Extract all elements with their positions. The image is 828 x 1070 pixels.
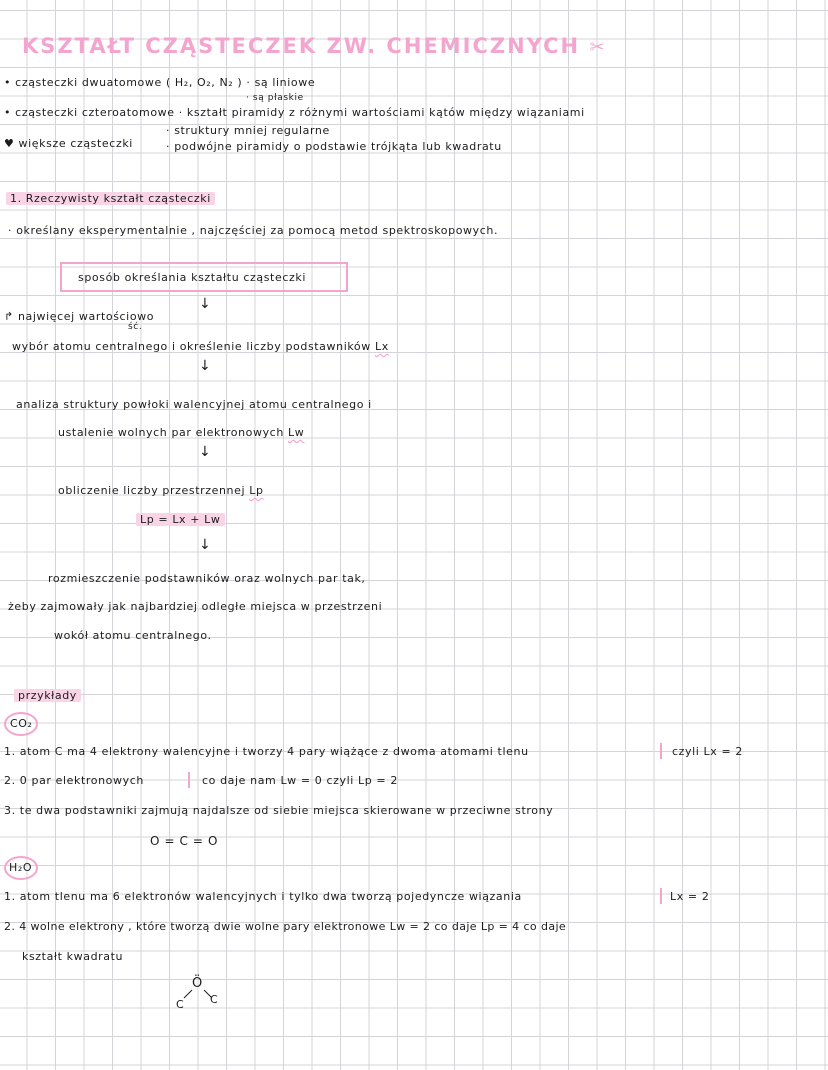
intro-line-3-label: ♥ większe cząsteczki (4, 137, 133, 150)
h2o-left-atom: C (176, 998, 185, 1011)
intro-line-1: • cząsteczki dwuatomowe ( H₂, O₂, N₂ ) · są liniowe (4, 76, 316, 89)
h2o-line-2: 2. 4 wolne elektrony , które tworzą dwie wolne pary elektronowe Lw = 2 co daje Lp = 4 co daje (4, 920, 567, 933)
intro-line-2: • cząsteczki czteroatomowe · kształt piramidy z różnymi wartościami kątów między wiązaniami (4, 106, 585, 119)
step-3: obliczenie liczby przestrzennej Lp (58, 484, 264, 497)
step-1a-sub: ść. (128, 322, 143, 332)
lw-symbol: Lw (288, 426, 305, 439)
co2-line-2b: co daje nam Lw = 0 czyli Lp = 2 (202, 774, 398, 787)
page-title: KSZTAŁT CZĄSTECZEK ZW. CHEMICZNYCH ✂ (22, 34, 607, 58)
h2o-center-atom: Ö (192, 976, 203, 991)
lp-symbol: Lp (249, 484, 264, 497)
step-2a: analiza struktury powłoki walencyjnej atomu centralnego i (16, 398, 372, 411)
step-2b: ustalenie wolnych par elektronowych Lw (58, 426, 305, 439)
arrow-down-icon: ↓ (199, 358, 211, 374)
co2-line-1: 1. atom C ma 4 elektrony walencyjne i tworzy 4 pary wiążące z dwoma atomami tlenu (4, 745, 529, 758)
formula: Lp = Lx + Lw (136, 513, 225, 526)
step-4c: wokół atomu centralnego. (54, 629, 212, 642)
co2-line-1-tail: czyli Lx = 2 (672, 745, 743, 758)
intro-line-3b: · podwójne piramidy o podstawie trójkąta lub kwadratu (166, 140, 502, 153)
h2o-line-1: 1. atom tlenu ma 6 elektronów walencyjnych i tylko dwa tworzą pojedyncze wiązania (4, 890, 522, 903)
section-heading: 1. Rzeczywisty kształt cząsteczki (6, 192, 215, 205)
h2o-line-3: kształt kwadratu (22, 950, 124, 963)
co2-structure: O = C = O (150, 834, 219, 848)
arrow-down-icon: ↓ (199, 444, 211, 460)
intro-line-3a: · struktury mniej regularne (166, 124, 330, 137)
bow-icon: ✂ (589, 37, 607, 58)
lx-symbol: Lx (374, 340, 389, 353)
arrow-down-icon: ↓ (199, 296, 211, 312)
step-1b: wybór atomu centralnego i określenie liczby podstawników Lx (12, 340, 389, 353)
co2-line-2a: 2. 0 par elektronowych (4, 774, 144, 787)
arrow-down-icon: ↓ (199, 537, 211, 553)
step-1a: ↱ najwięcej wartościowo (4, 310, 155, 323)
step-4b: żeby zajmowały jak najbardziej odległe miejsca w przestrzeni (8, 600, 383, 613)
co2-line-3: 3. te dwa podstawniki zajmują najdalsze od siebie miejsca skierowane w przeciwne strony (4, 804, 554, 817)
curved-arrow-icon: ↱ (4, 310, 14, 323)
method-box-label: sposób określania kształtu cząsteczki (78, 271, 306, 284)
h2o-line-1-tail: Lx = 2 (670, 890, 710, 903)
section-description: · określany eksperymentalnie , najczęściej za pomocą metod spektroskopowych. (8, 224, 499, 237)
separator (660, 743, 662, 759)
examples-heading: przykłady (14, 689, 81, 702)
intro-line-1-sub: · są płaskie (246, 93, 304, 103)
separator (660, 888, 662, 904)
co2-label: CO₂ (10, 717, 33, 730)
h2o-right-atom: C (210, 993, 219, 1006)
separator (188, 772, 190, 788)
h2o-label: H₂O (9, 861, 33, 874)
step-4a: rozmieszczenie podstawników oraz wolnych par tak, (48, 572, 366, 585)
